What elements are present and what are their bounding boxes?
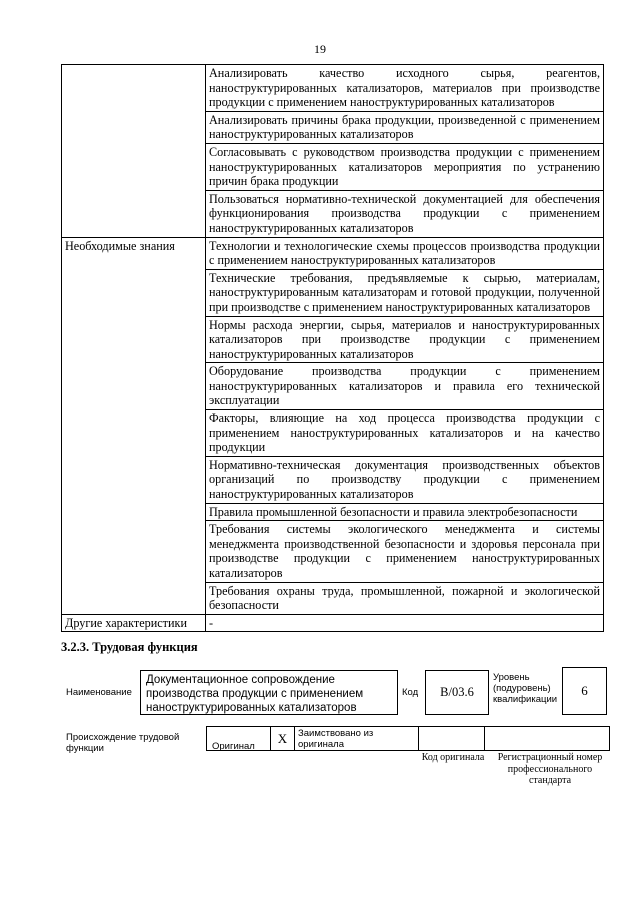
code-value: B/03.6: [440, 685, 474, 699]
origin-reg-cell: [485, 727, 609, 750]
row-text: Нормы расхода энергии, сырья, материалов и наноструктурированных катализаторов при производстве продукции с применением наноструктурированных катализаторов: [206, 316, 604, 363]
table-row: [62, 237, 604, 269]
origin-code-cell: [419, 727, 485, 750]
row-text: Технологии и технологические схемы процессов производства продукции с применением наноструктурированных катализаторов: [206, 237, 604, 269]
borrowed-label: Заимствовано из оригинала: [298, 728, 374, 750]
level-box: [562, 667, 607, 715]
level-label: Уровень (подуровень) квалификации: [493, 672, 558, 705]
row-text: Согласовывать с руководством производства продукции с применением наноструктурированных катализаторов мероприятия по устранению причин брака продукции: [206, 143, 604, 190]
row-text: Требования охраны труда, промышленной, пожарной и экологической безопасности: [206, 582, 604, 614]
row-label-other: Другие характеристики: [62, 614, 206, 632]
row-text: Технические требования, предъявляемые к сырью, материалам, наноструктурированным катализаторам и готовой продукции, полученной при производстве с применением наноструктурированных катализаторов: [206, 269, 604, 316]
row-label-knowledge: Необходимые знания: [62, 237, 206, 614]
competency-table: [61, 64, 604, 632]
reg-number-caption: Регистрационный номер профессионального стандарта: [497, 752, 603, 786]
original-mark-cell: [271, 727, 295, 750]
borrowed-cell: [295, 727, 419, 750]
original-mark: X: [277, 731, 288, 746]
row-text: Анализировать причины брака продукции, произведенной с применением наноструктурированных катализаторов: [206, 111, 604, 143]
row-text: Пользоваться нормативно-технической документацией для обеспечения функционирования производства продукции с применением наноструктурированных катализаторов: [206, 190, 604, 237]
row-text: Оборудование производства продукции с применением наноструктурированных катализаторов и правила его технической эксплуатации: [206, 363, 604, 410]
row-text: Требования системы экологического менеджмента и системы менеджмента производственной безопасности и здоровья персонала при производстве продукции с применением наноструктурированных катализаторов: [206, 521, 604, 582]
function-name-box: [140, 670, 398, 715]
origin-label: Происхождение трудовой функции: [66, 732, 180, 754]
level-value: 6: [581, 683, 588, 698]
name-label: Наименование: [66, 687, 132, 698]
row-text: Нормативно-техническая документация производственных объектов организаций по производству продукции с применением наноструктурированных катализаторов: [206, 456, 604, 503]
code-box: [425, 670, 489, 715]
origin-row: [206, 726, 610, 751]
page-number: 19: [314, 42, 326, 56]
original-cell: [207, 727, 271, 750]
row-text: -: [206, 614, 604, 632]
row-text: Анализировать качество исходного сырья, реагентов, наноструктурированных катализаторов, материалов при производстве продукции с применением наноструктурированных катализаторов: [206, 65, 604, 112]
table-row: [62, 65, 604, 112]
row-text: Факторы, влияющие на ход процесса производства продукции с применением наноструктурированных катализаторов и на качество продукции: [206, 410, 604, 457]
row-label: [62, 65, 206, 238]
row-text: Правила промышленной безопасности и правила электробезопасности: [206, 503, 604, 521]
code-caption: Код оригинала: [421, 752, 485, 763]
function-name-value: Документационное сопровождение производства продукции с применением наноструктурированных катализаторов: [146, 674, 364, 714]
table-row: [62, 614, 604, 632]
section-title: 3.2.3. Трудовая функция: [61, 640, 198, 654]
code-label: Код: [402, 687, 419, 698]
original-label: Оригинал: [212, 741, 255, 752]
